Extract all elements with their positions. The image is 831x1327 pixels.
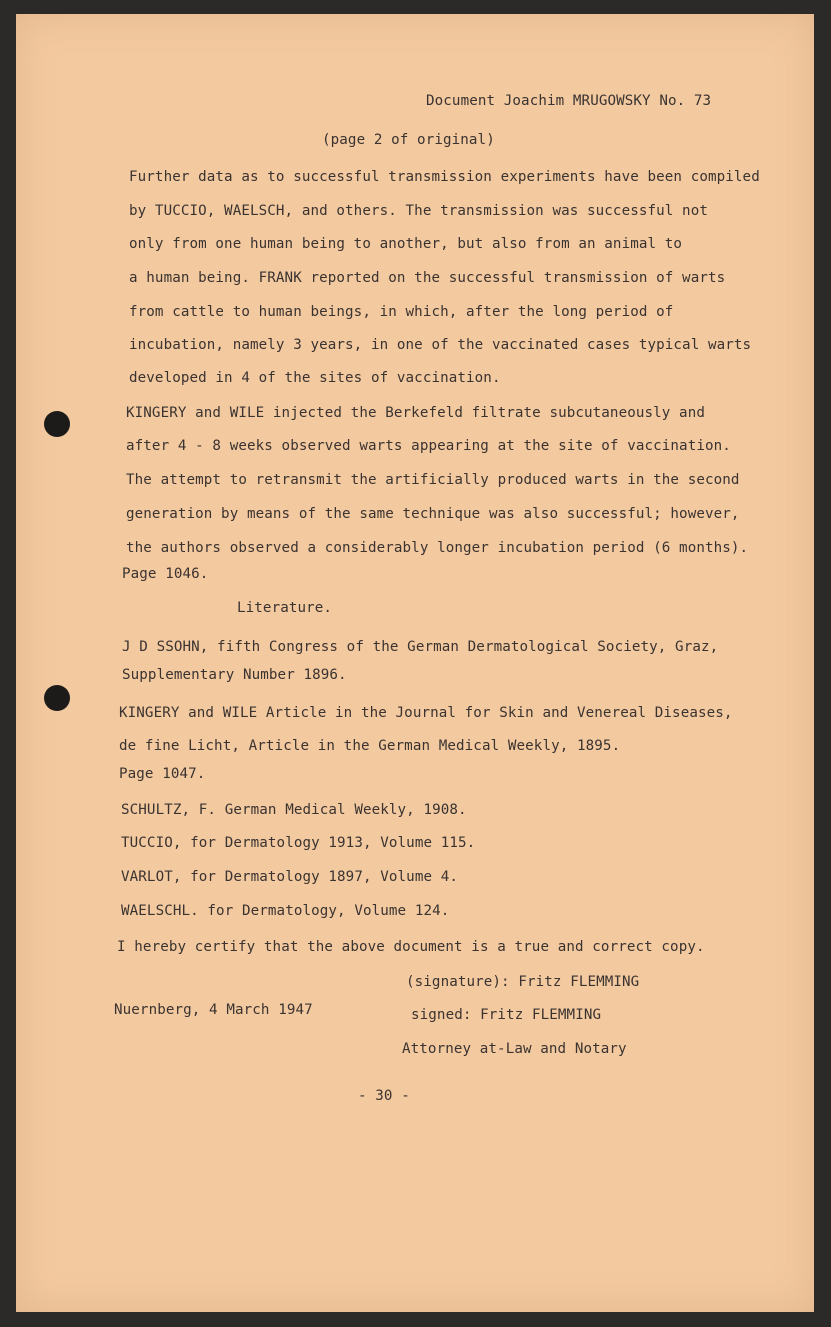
page-note: (page 2 of original) [322,132,495,148]
literature-line: VARLOT, for Dermatology 1897, Volume 4. [121,869,459,885]
literature-line: TUCCIO, for Dermatology 1913, Volume 115. [121,835,476,851]
literature-line: de fine Licht, Article in the German Medical Weekly, 1895. [119,738,621,754]
body-line: Page 1046. [122,566,209,582]
signature-line: (signature): Fritz FLEMMING [406,974,640,990]
literature-line: J D SSOHN, fifth Congress of the German Dermatological Society, Graz, [122,639,719,655]
body-line: after 4 - 8 weeks observed warts appearing at the site of vaccination. [126,438,731,454]
body-line: generation by means of the same technique was also successful; however, [126,506,740,522]
literature-line: SCHULTZ, F. German Medical Weekly, 1908. [121,802,467,818]
body-line: a human being. FRANK reported on the successful transmission of warts [129,270,726,286]
body-line: The attempt to retransmit the artificially produced warts in the second [126,472,740,488]
literature-line: Supplementary Number 1896. [122,667,347,683]
document-header: Document Joachim MRUGOWSKY No. 73 [426,93,712,109]
body-line: by TUCCIO, WAELSCH, and others. The transmission was successful not [129,203,708,219]
body-line: developed in 4 of the sites of vaccination. [129,370,501,386]
literature-line: KINGERY and WILE Article in the Journal for Skin and Venereal Diseases, [119,705,733,721]
body-line: the authors observed a considerably longer incubation period (6 months). [126,540,749,556]
page-number: - 30 - [358,1088,410,1104]
body-line: only from one human being to another, but also from an animal to [129,236,683,252]
body-line: from cattle to human beings, in which, after the long period of [129,304,674,320]
literature-heading: Literature. [237,600,333,616]
body-line: KINGERY and WILE injected the Berkefeld filtrate subcutaneously and [126,405,705,421]
body-line: incubation, namely 3 years, in one of the vaccinated cases typical warts [129,337,752,353]
punch-hole-bottom [44,685,70,711]
literature-line: Page 1047. [119,766,206,782]
body-line: Further data as to successful transmission experiments have been compiled [129,169,760,185]
certification: I hereby certify that the above document is a true and correct copy. [117,939,705,955]
signed-line: signed: Fritz FLEMMING [411,1007,602,1023]
literature-line: WAELSCHL. for Dermatology, Volume 124. [121,903,450,919]
place-date: Nuernberg, 4 March 1947 [114,1002,313,1018]
punch-hole-top [44,411,70,437]
notary-title: Attorney at-Law and Notary [402,1041,627,1057]
document-page [16,14,814,1312]
